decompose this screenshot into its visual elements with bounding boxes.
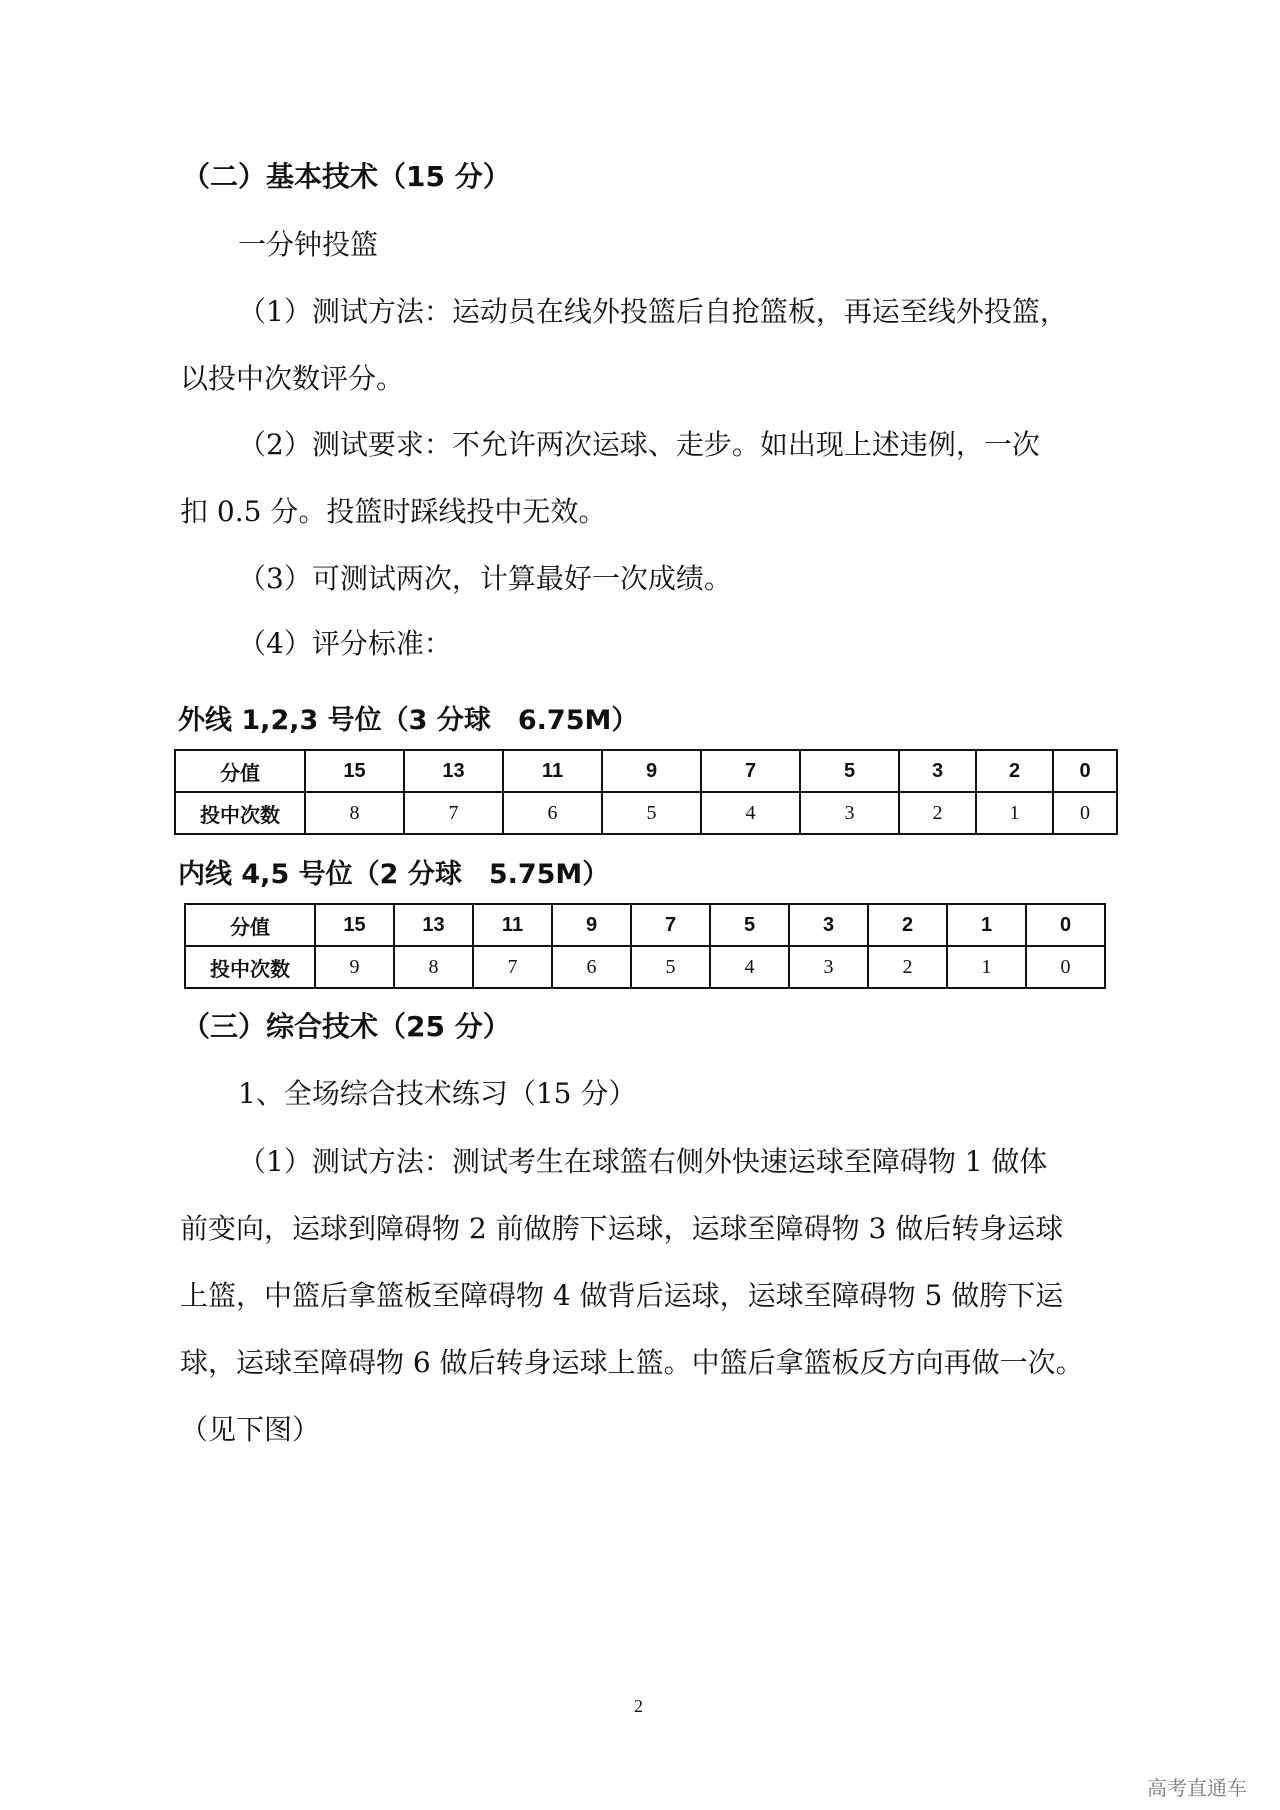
score-row — [185, 904, 1105, 946]
hits-cell: 3 — [800, 792, 899, 834]
test-method-line1: （1）测试方法：运动员在线外投篮后自抢篮板，再运至线外投篮， — [238, 295, 1068, 328]
score-row-label: 分值 — [185, 904, 315, 946]
watermark: 高考直通车 — [1147, 1776, 1247, 1800]
combo-method-line4: 球，运球至障碍物 6 做后转身运球上篮。中篮后拿篮板反方向再做一次。 — [180, 1346, 1084, 1379]
score-cell: 11 — [503, 750, 602, 792]
score-cell: 0 — [1053, 750, 1117, 792]
score-cell: 11 — [473, 904, 552, 946]
hits-cell: 4 — [710, 946, 789, 988]
one-minute-shooting-subheading: 一分钟投篮 — [238, 228, 379, 261]
inner-line-score-table — [184, 903, 1106, 989]
hits-row — [185, 946, 1105, 988]
score-cell: 15 — [305, 750, 404, 792]
score-cell: 0 — [1026, 904, 1105, 946]
inner-line-table-title: 内线 4,5 号位（2 分球 5.75M） — [178, 859, 610, 890]
score-cell: 7 — [631, 904, 710, 946]
score-cell: 9 — [552, 904, 631, 946]
combo-method-line1: （1）测试方法：测试考生在球篮右侧外快速运球至障碍物 1 做体 — [238, 1145, 1048, 1178]
score-cell: 9 — [602, 750, 701, 792]
test-twice-paragraph: （3）可测试两次，计算最好一次成绩。 — [238, 562, 732, 595]
hits-cell: 5 — [631, 946, 710, 988]
hits-cell: 7 — [404, 792, 503, 834]
score-cell: 5 — [710, 904, 789, 946]
score-cell: 7 — [701, 750, 800, 792]
combo-method-line2: 前变向，运球到障碍物 2 前做胯下运球，运球至障碍物 3 做后转身运球 — [180, 1212, 1064, 1245]
hits-cell: 0 — [1026, 946, 1105, 988]
hits-cell: 8 — [305, 792, 404, 834]
score-cell: 15 — [315, 904, 394, 946]
combo-method-line3: 上篮，中篮后拿篮板至障碍物 4 做背后运球，运球至障碍物 5 做胯下运 — [180, 1279, 1064, 1312]
hits-cell: 2 — [868, 946, 947, 988]
basic-technique-heading: （二）基本技术（15 分） — [182, 160, 511, 193]
score-row — [175, 750, 1117, 792]
hits-cell: 5 — [602, 792, 701, 834]
hits-row-label: 投中次数 — [175, 792, 305, 834]
hits-cell: 4 — [701, 792, 800, 834]
score-cell: 2 — [868, 904, 947, 946]
score-cell: 3 — [789, 904, 868, 946]
hits-cell: 0 — [1053, 792, 1117, 834]
score-cell: 2 — [976, 750, 1053, 792]
score-cell: 3 — [899, 750, 976, 792]
hits-cell: 6 — [552, 946, 631, 988]
hits-cell: 9 — [315, 946, 394, 988]
score-cell: 1 — [947, 904, 1026, 946]
page-number: 2 — [634, 1696, 643, 1716]
outer-line-table-title: 外线 1,2,3 号位（3 分球 6.75M） — [178, 705, 639, 736]
combo-method-line5: （见下图） — [180, 1413, 321, 1446]
test-method-line2: 以投中次数评分。 — [180, 362, 405, 395]
test-requirement-line1: （2）测试要求：不允许两次运球、走步。如出现上述违例，一次 — [238, 428, 1040, 461]
hits-cell: 1 — [947, 946, 1026, 988]
hits-row — [175, 792, 1117, 834]
outer-line-score-table — [174, 749, 1118, 835]
test-requirement-line2: 扣 0.5 分。投篮时踩线投中无效。 — [180, 495, 607, 528]
hits-cell: 2 — [899, 792, 976, 834]
scoring-standard-label: （4）评分标准： — [238, 627, 452, 660]
hits-cell: 8 — [394, 946, 473, 988]
hits-cell: 3 — [789, 946, 868, 988]
hits-cell: 1 — [976, 792, 1053, 834]
score-cell: 13 — [394, 904, 473, 946]
score-cell: 5 — [800, 750, 899, 792]
score-row-label: 分值 — [175, 750, 305, 792]
full-court-practice-subheading: 1、全场综合技术练习（15 分） — [238, 1077, 637, 1110]
combined-technique-heading: （三）综合技术（25 分） — [182, 1010, 511, 1043]
score-cell: 13 — [404, 750, 503, 792]
hits-cell: 7 — [473, 946, 552, 988]
hits-row-label: 投中次数 — [185, 946, 315, 988]
hits-cell: 6 — [503, 792, 602, 834]
